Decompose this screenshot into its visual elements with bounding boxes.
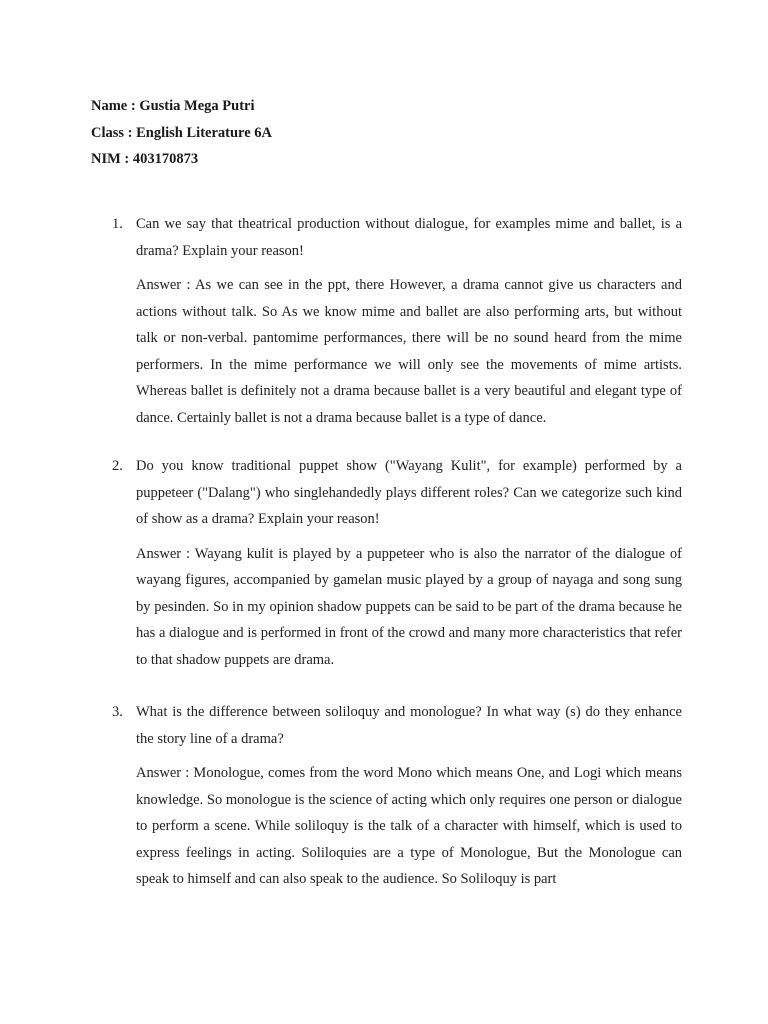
- answer-text: As we can see in the ppt, there However, a drama cannot give us characters and actions without talk. So As we know mime and ballet are also performing arts, but without talk or non-verbal. pantomime performances, there will be no sound heard from the mime performers. In the mime performance we will only see the movements of mime artists. Whereas ballet is definitely not a drama because ballet is a very beautiful and elegant type of dance. Certainly ballet is not a drama because ballet is a type of dance.: [136, 277, 682, 426]
- qa-item-3: [112, 699, 682, 893]
- question-number: 1.: [112, 216, 123, 232]
- answer-label: Answer :: [136, 545, 191, 562]
- qa-item-2: [112, 453, 682, 699]
- answer-block: [136, 272, 682, 431]
- answer-text: Monologue, comes from the word Mono which means One, and Logi which means knowledge. So monologue is the science of acting which only requires one person or dialogue to perform a scene. While soliloquy is the talk of a character with himself, which is used to express feelings in acting. Soliloquies are a type of Monologue, But the Monologue can speak to himself and can also speak to the audience. So Soliloquy is part: [136, 765, 682, 887]
- student-nim: NIM : 403170873: [91, 151, 199, 167]
- answer-label: Answer :: [136, 277, 191, 293]
- answer-text: Wayang kulit is played by a puppeteer who is also the narrator of the dialogue of wayang figures, accompanied by gamelan music played by a group of nayaga and song sung by pesinden. So in my opinion shadow puppets can be said to be part of the drama because he has a dialogue and is performed in front of the crowd and many more characteristics that refer to that shadow puppets are drama.: [136, 545, 682, 668]
- student-info-header: [91, 93, 691, 173]
- question-answer-list: [112, 211, 682, 905]
- question-text: Can we say that theatrical production without dialogue, for examples mime and ballet, is a drama? Explain your reason!: [136, 216, 682, 259]
- question-text: Do you know traditional puppet show ("Wayang Kulit", for example) performed by a puppeteer ("Dalang") who singlehandedly plays different roles? Can we categorize such kind of show as a drama? Explain your reason!: [136, 458, 682, 527]
- student-name: Name : Gustia Mega Putri: [91, 98, 255, 114]
- answer-block: [136, 760, 682, 893]
- answer-block: [136, 541, 682, 674]
- question-text: What is the difference between soliloquy and monologue? In what way (s) do they enhance the story line of a drama?: [136, 704, 682, 747]
- qa-item-1: [112, 211, 682, 453]
- answer-label: Answer :: [136, 765, 190, 781]
- question-number: 2.: [112, 458, 123, 474]
- student-class: Class : English Literature 6A: [91, 124, 272, 141]
- question-number: 3.: [112, 704, 123, 720]
